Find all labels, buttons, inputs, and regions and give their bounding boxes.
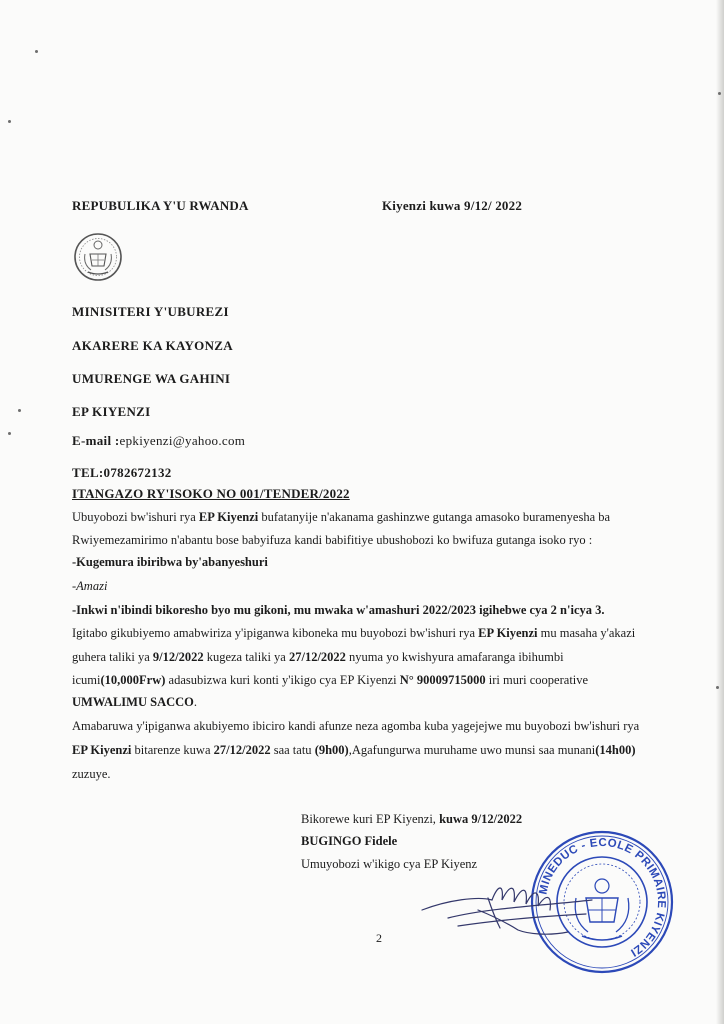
- account-number: N° 90009715000: [399, 673, 486, 687]
- rwanda-emblem-icon: [73, 232, 123, 282]
- paragraph-2-line-4: [72, 695, 197, 710]
- paragraph-3-line-1: Amabaruwa y'ipiganwa akubiyemo ibiciro kandi afunze neza agomba kuba yagejejwe mu buyobozi bw'ishuri rya: [72, 719, 640, 733]
- paragraph-2-line-2: [72, 650, 564, 665]
- signatory-name: BUGINGO Fidele: [301, 834, 398, 848]
- paragraph-1-line-1: [72, 510, 610, 525]
- text-run: kugeza taliki ya: [203, 650, 289, 664]
- scan-speck: [8, 120, 11, 123]
- text-run: .: [193, 695, 197, 709]
- text-run: adasubizwa kuri konti y'ikigo cya EP Kiyenzi: [165, 673, 400, 687]
- text-run: guhera taliki ya: [72, 650, 153, 664]
- paragraph-3-line-2: [72, 743, 635, 758]
- paragraph-2-line-3: [72, 673, 588, 688]
- page-edge-shadow: [716, 0, 724, 1024]
- text-run: 9/12/2022: [152, 650, 204, 664]
- text-run: (9h00): [314, 743, 349, 757]
- scan-speck: [35, 50, 38, 53]
- header-country: REPUBULIKA Y'U RWANDA: [72, 198, 249, 213]
- org-telephone: TEL:0782672132: [72, 465, 172, 480]
- notice-title: ITANGAZO RY'ISOKO NO 001/TENDER/2022: [72, 486, 350, 501]
- text-run: saa tatu: [270, 743, 315, 757]
- scan-speck: [8, 432, 11, 435]
- handwritten-signature-icon: [418, 870, 594, 940]
- text-run: nyuma yo kwishyura amafaranga ibihumbi: [345, 650, 564, 664]
- text-run: ,Agafungurwa muruhame uwo munsi saa munani: [348, 743, 596, 757]
- org-sector: UMURENGE WA GAHINI: [72, 371, 231, 386]
- scan-speck: [718, 92, 721, 95]
- paragraph-2-line-1: [72, 626, 635, 641]
- text-run: 27/12/2022: [213, 743, 271, 757]
- text-run: mu masaha y'akazi: [537, 626, 636, 640]
- text-run: icumi: [72, 673, 101, 687]
- org-district: AKARERE KA KAYONZA: [72, 338, 233, 353]
- scan-speck: [18, 409, 21, 412]
- list-item-food: -Kugemura ibiribwa by'abanyeshuri: [72, 555, 268, 569]
- list-item-water: -Amazi: [72, 579, 108, 593]
- text-run: EP Kiyenzi: [72, 743, 132, 757]
- stamp-text-path: MINEDUC - ECOLE PRIMAIRE KIYENZI: [537, 836, 668, 959]
- email-label: E-mail :: [72, 433, 120, 448]
- text-run: (14h00): [595, 743, 636, 757]
- header-place-date: Kiyenzi kuwa 9/12/ 2022: [382, 198, 523, 213]
- text-run: bitarenze kuwa: [131, 743, 214, 757]
- signatory-role: Umuyobozi w'ikigo cya EP Kiyenz: [301, 857, 478, 871]
- text-run: Bikorewe kuri EP Kiyenzi,: [301, 812, 440, 826]
- paragraph-1-line-2: Rwiyemezamirimo n'abantu bose babyifuza kandi babifitiye ubushobozi ko bwifuza gutanga isoko ryo :: [72, 533, 593, 547]
- org-school: EP KIYENZI: [72, 404, 151, 419]
- scan-speck: [716, 686, 719, 689]
- text-run: UMWALIMU SACCO: [72, 695, 194, 709]
- text-run: 27/12/2022: [288, 650, 346, 664]
- text-run: iri muri cooperative: [485, 673, 589, 687]
- text-run: Ubuyobozi bw'ishuri rya: [72, 510, 199, 524]
- text-run: (10,000Frw): [100, 673, 166, 687]
- email-address[interactable]: epkiyenzi@yahoo.com: [119, 433, 246, 448]
- list-item-firewood: -Inkwi n'ibindi bikoresho byo mu gikoni, mu mwaka w'amashuri 2022/2023 igihebwe cya 2 n'icya 3.: [72, 603, 605, 617]
- text-run: kuwa 9/12/2022: [439, 812, 523, 826]
- paragraph-3-line-3: zuzuye.: [72, 767, 111, 781]
- org-ministry: MINISITERI Y'UBUREZI: [72, 304, 229, 319]
- text-run: Igitabo gikubiyemo amabwiriza y'ipiganwa kiboneka mu buyobozi bw'ishuri rya: [72, 626, 479, 640]
- text-run: EP Kiyenzi: [198, 510, 259, 524]
- text-run: EP Kiyenzi: [478, 626, 538, 640]
- org-email-line: [72, 433, 245, 449]
- text-run: bufatanyije n'akanama gashinzwe gutanga amasoko buramenyesha ba: [258, 510, 611, 524]
- page-number: 2: [376, 931, 382, 945]
- signature-place-date: [301, 812, 522, 827]
